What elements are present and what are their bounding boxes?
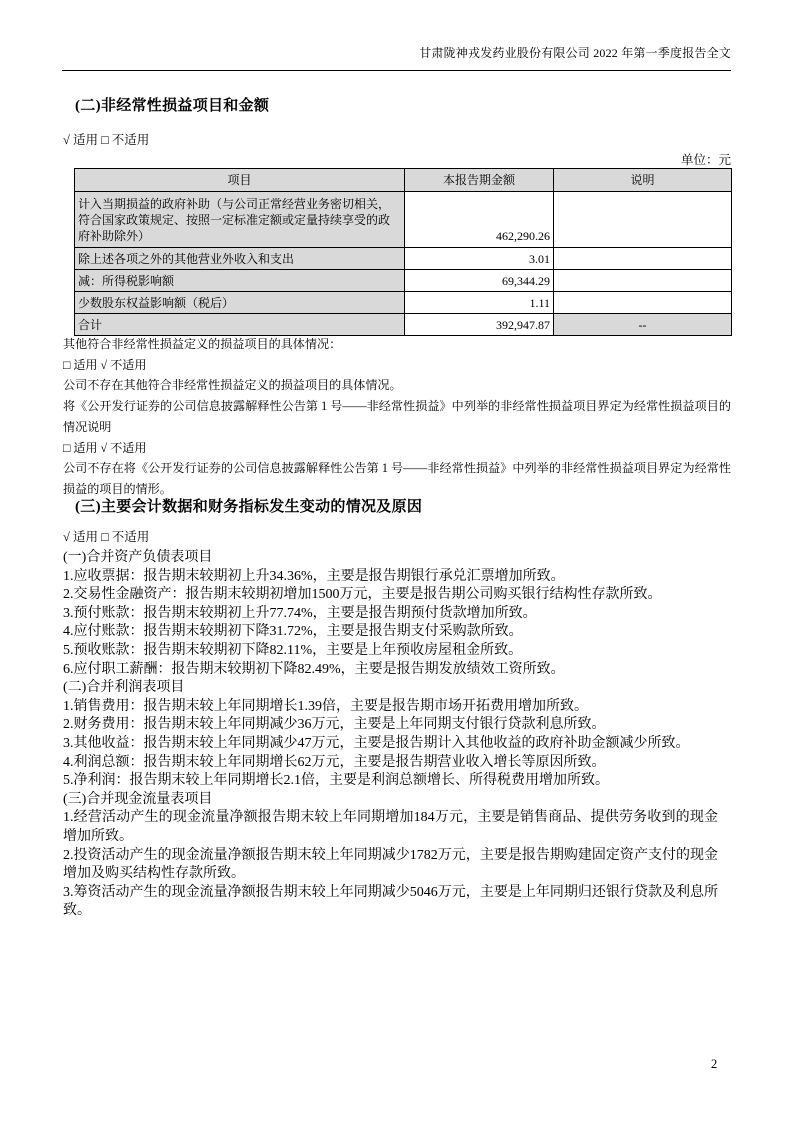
section3-line: 2.财务费用：报告期末较上年同期减少36万元，主要是上年同期支付银行贷款利息所致。 <box>63 717 606 733</box>
amount-cell: 1.11 <box>405 292 554 314</box>
section2-notes <box>63 334 731 500</box>
section3-line: 3.其他收益：报告期末较上年同期减少47万元，主要是报告期计入其他收益的政府补助金额减少所致。 <box>63 735 690 751</box>
item-cell: 计入当期损益的政府补助（与公司正常经营业务密切相关，符合国家政策规定、按照一定标准定额或定量持续享受的政府补助除外） <box>75 192 405 248</box>
item-cell: 少数股东权益影响额（税后） <box>75 292 405 314</box>
amount-cell: 462,290.26 <box>405 192 554 248</box>
section3-line: 3.筹资活动产生的现金流量净额报告期末较上年同期减少5046万元，主要是上年同期归还银行贷款及利息所致。 <box>63 884 718 919</box>
note-cell <box>554 192 732 248</box>
section3-subheading: (二)合并利润表项目 <box>63 680 185 696</box>
section2-note-checkbox: □ 适用 √ 不适用 <box>63 357 147 372</box>
section2-heading: (二)非经常性损益项目和金额 <box>75 98 270 114</box>
item-cell: 除上述各项之外的其他营业外收入和支出 <box>75 248 405 270</box>
column-header-item: 项目 <box>75 169 405 192</box>
section3-line: 5.净利润：报告期末较上年同期增长2.1倍，主要是利润总额增长、所得税费用增加所致。 <box>63 773 609 789</box>
amount-cell: 392,947.87 <box>405 314 554 336</box>
section3-line: 6.应付职工薪酬：报告期末较期初下降82.49%，主要是报告期发放绩效工资所致。 <box>63 661 565 677</box>
item-cell: 合计 <box>75 314 405 336</box>
section3-line: 1.应收票据：报告期末较期初上升34.36%，主要是报告期银行承兑汇票增加所致。 <box>63 568 565 584</box>
section2-applicability: √ 适用 □ 不适用 <box>63 133 150 147</box>
amount-cell: 3.01 <box>405 248 554 270</box>
section3-line: 4.应付账款：报告期末较期初下降31.72%，主要是报告期支付采购款所致。 <box>63 624 523 640</box>
column-header-note: 说明 <box>554 169 732 192</box>
item-cell: 减：所得税影响额 <box>75 270 405 292</box>
section2-note-checkbox: □ 适用 √ 不适用 <box>63 440 147 455</box>
section3-subheading: (一)合并资产负债表项目 <box>63 550 213 565</box>
header-rule <box>62 70 731 71</box>
page-number: 2 <box>711 1057 718 1071</box>
table-row <box>75 248 732 270</box>
section3-line: 5.预收账款：报告期末较期初下降82.11%，主要是上年预收房屋租金所致。 <box>63 642 523 658</box>
section3-line: 1.经营活动产生的现金流量净额报告期末较上年同期增加184万元，主要是销售商品、提供劳务收到的现金增加所致。 <box>63 810 718 844</box>
table-total-row <box>75 314 732 336</box>
page-header-title: 甘肃陇神戎发药业股份有限公司 2022 年第一季度报告全文 <box>419 46 731 60</box>
column-header-amount: 本报告期金额 <box>405 169 554 192</box>
section2-note-line: 将《公开发行证券的公司信息披露解释性公告第 1 号——非经常性损益》中列举的非经常性损益项目界定为经常性损益项目的情况说明 <box>63 399 731 434</box>
note-cell <box>554 270 732 292</box>
section2-note-line: 其他符合非经常性损益定义的损益项目的具体情况： <box>63 337 342 351</box>
section3-subheading: (三)合并现金流量表项目 <box>63 791 213 807</box>
section3-applicability: √ 适用 □ 不适用 <box>63 530 150 544</box>
note-cell <box>554 248 732 270</box>
unit-label: 单位：元 <box>680 153 731 167</box>
section2-note-line: 公司不存在其他符合非经常性损益定义的损益项目的具体情况。 <box>63 378 402 393</box>
section3-line: 2.投资活动产生的现金流量净额报告期末较上年同期减少1782万元，主要是报告期购建固定资产支付的现金增加及购买结构性存款所致。 <box>63 847 718 882</box>
section3-line: 3.预付账款：报告期末较期初上升77.74%，主要是报告期预付货款增加所致。 <box>63 605 537 621</box>
section2-note-line: 公司不存在将《公开发行证券的公司信息披露解释性公告第 1 号——非经常性损益》中列举的非经常性损益项目界定为经常性损益的项目的情形。 <box>63 461 731 496</box>
note-cell: -- <box>554 314 732 336</box>
table-row <box>75 192 732 248</box>
note-cell <box>554 292 732 314</box>
table-row <box>75 292 732 314</box>
section3-line: 4.利润总额：报告期末较上年同期增长62万元，主要是报告期营业收入增长等原因所致。 <box>63 754 606 770</box>
table-header-row <box>75 169 732 192</box>
section3-heading: (三)主要会计数据和财务指标发生变动的情况及原因 <box>75 499 423 515</box>
section3-variance-list <box>63 549 718 921</box>
amount-cell: 69,344.29 <box>405 270 554 292</box>
section3-line: 1.销售费用：报告期末较上年同期增长1.39倍，主要是报告期市场开拓费用增加所致。 <box>63 698 588 714</box>
table-row <box>75 270 732 292</box>
noncurrent-gains-table <box>74 168 732 336</box>
section3-line: 2.交易性金融资产：报告期末较期初增加1500万元，主要是报告期公司购买银行结构性存款所致。 <box>63 587 662 603</box>
